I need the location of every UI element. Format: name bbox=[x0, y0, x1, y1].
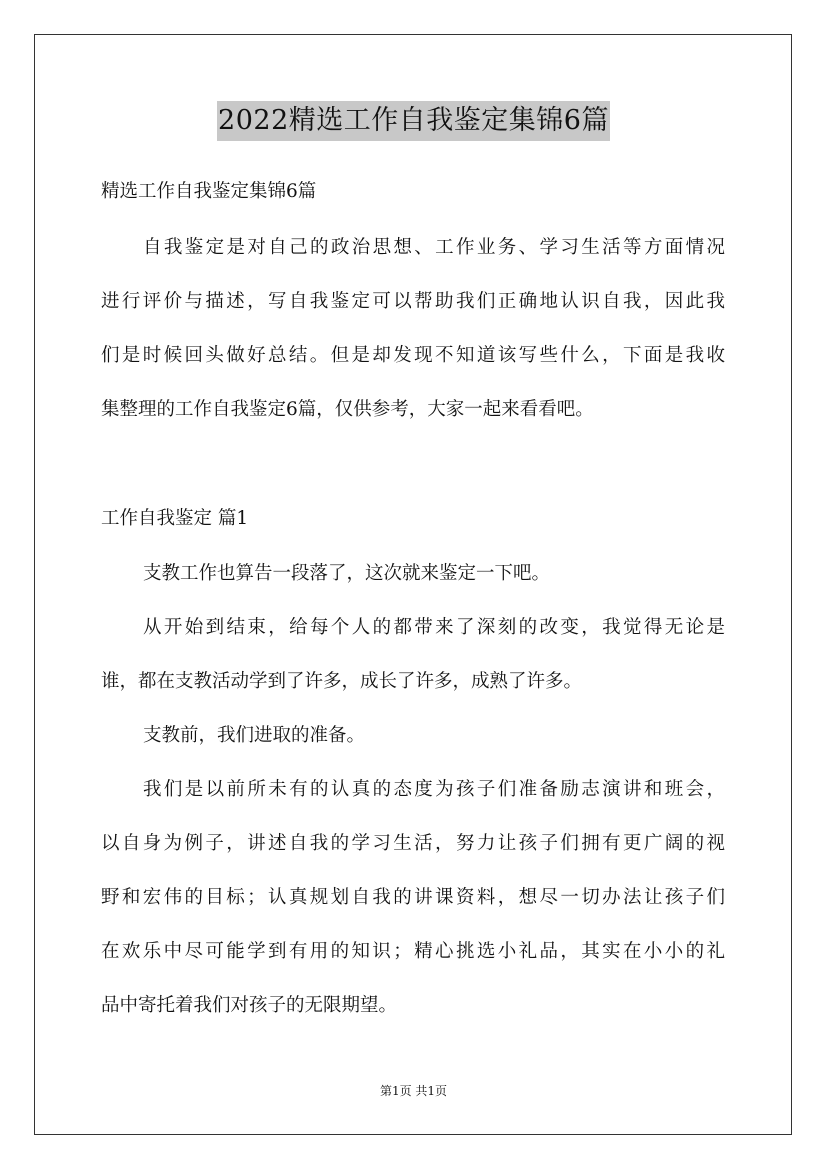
paragraph-line: 在欢乐中尽可能学到有用的知识；精心挑选小礼品，其实在小小的礼 bbox=[101, 941, 725, 962]
paragraph-line: 从开始到结束，给每个人的都带来了深刻的改变，我觉得无论是 bbox=[143, 617, 725, 638]
paragraph-line: 我们是以前所未有的认真的态度为孩子们准备励志演讲和班会， bbox=[143, 779, 725, 800]
paragraph-line: 品中寄托着我们对孩子的无限期望。 bbox=[101, 995, 398, 1016]
document-title: 2022精选工作自我鉴定集锦6篇 bbox=[217, 101, 610, 141]
paragraph-line: 谁，都在支教活动学到了许多，成长了许多，成熟了许多。 bbox=[101, 671, 583, 692]
title-area bbox=[0, 101, 827, 141]
intro-line: 进行评价与描述，写自我鉴定可以帮助我们正确地认识自我，因此我 bbox=[101, 291, 725, 312]
paragraph-line: 支教前，我们进取的准备。 bbox=[143, 725, 366, 746]
intro-line: 们是时候回头做好总结。但是却发现不知道该写些什么，下面是我收 bbox=[101, 345, 725, 366]
paragraph-line: 野和宏伟的目标；认真规划自我的讲课资料，想尽一切办法让孩子们 bbox=[101, 887, 725, 908]
paragraph-line: 以自身为例子，讲述自我的学习生活，努力让孩子们拥有更广阔的视 bbox=[101, 833, 725, 854]
paragraph-line: 支教工作也算告一段落了，这次就来鉴定一下吧。 bbox=[143, 563, 551, 584]
page-footer: 第1页 共1页 bbox=[379, 1084, 448, 1098]
document-subtitle: 精选工作自我鉴定集锦6篇 bbox=[101, 181, 317, 202]
section-heading: 工作自我鉴定 篇1 bbox=[101, 508, 249, 529]
intro-line: 自我鉴定是对自己的政治思想、工作业务、学习生活等方面情况 bbox=[143, 237, 725, 258]
intro-line: 集整理的工作自我鉴定6篇，仅供参考，大家一起来看看吧。 bbox=[101, 399, 594, 420]
